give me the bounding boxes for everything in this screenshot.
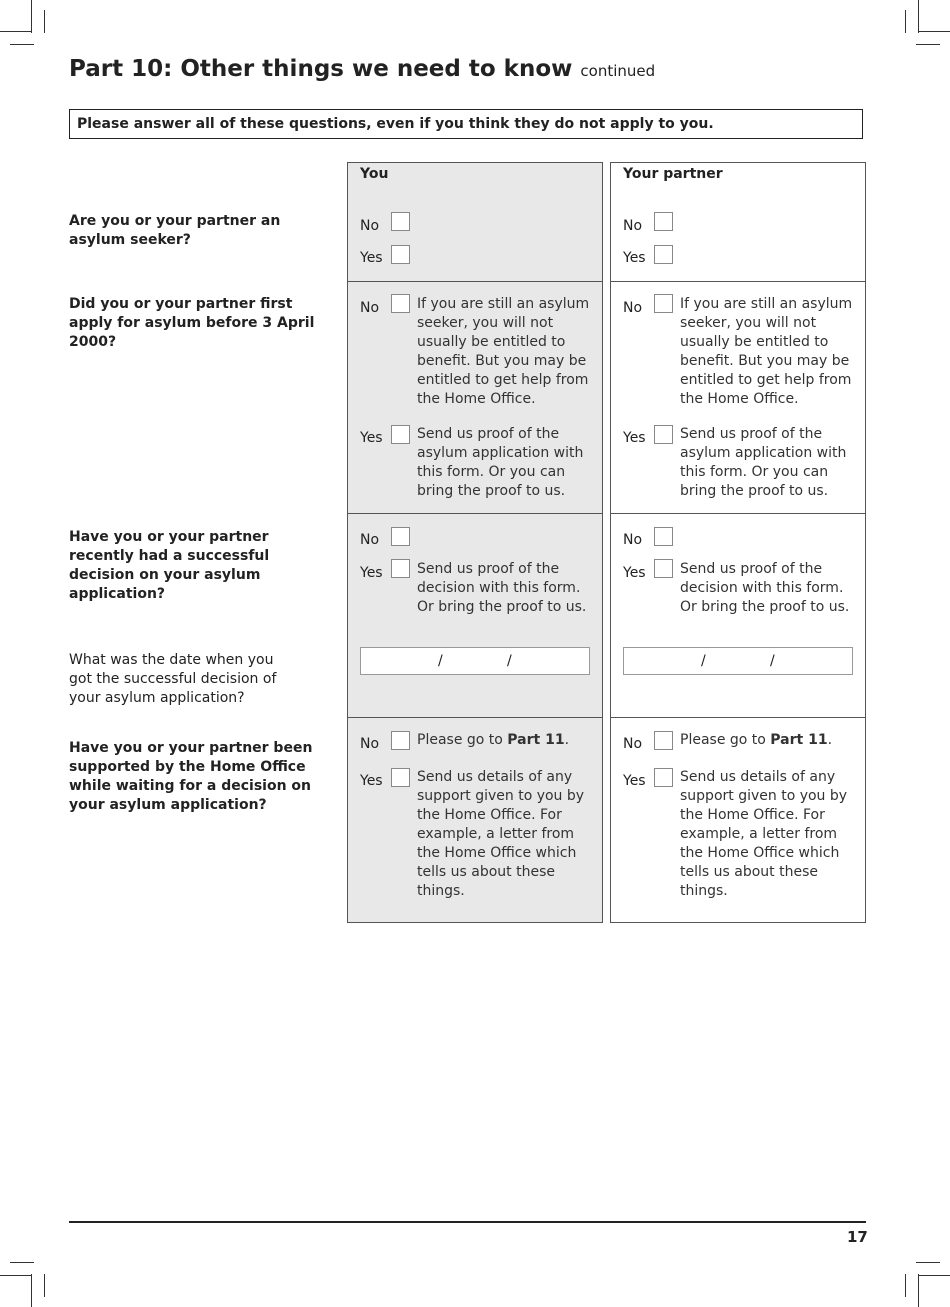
crop-mark (31, 1274, 32, 1307)
partner-q2-yes-note: Send us proof of the asylum application with this form. Or you can bring the proof to us. (680, 426, 847, 499)
partner-q2-no-checkbox[interactable] (654, 294, 673, 313)
you-q4-yes-note: Send us details of any support given to you by the Home Office. For example, a letter from the Home Office which tells us about these things. (417, 769, 585, 899)
partner-q4-yes-checkbox[interactable] (654, 768, 673, 787)
row-divider (347, 281, 603, 282)
label-no: No (623, 532, 643, 548)
label-no: No (360, 736, 380, 752)
you-q3-yes-checkbox[interactable] (391, 559, 410, 578)
crop-mark (31, 0, 32, 33)
column-header-partner: Your partner (623, 166, 723, 182)
you-q3-no-checkbox[interactable] (391, 527, 410, 546)
question-asylum-seeker: Are you or your partner an asylum seeker? (69, 213, 281, 248)
label-no: No (360, 218, 380, 234)
goto-part-link: Part 11 (507, 732, 565, 748)
label-no: No (623, 300, 643, 316)
page-title (69, 56, 655, 82)
label-yes: Yes (360, 430, 383, 446)
you-decision-date-field[interactable] (360, 647, 590, 675)
label-yes: Yes (360, 773, 383, 789)
page-number: 17 (847, 1228, 868, 1246)
partner-q3-yes-checkbox[interactable] (654, 559, 673, 578)
crop-mark (905, 1274, 906, 1297)
goto-part-link: Part 11 (770, 732, 828, 748)
crop-mark (918, 31, 950, 32)
label-no: No (360, 532, 380, 548)
label-yes: Yes (360, 565, 383, 581)
question-home-office-support: Have you or your partner been supported by the Home Office while waiting for a decision on your asylum application? (69, 740, 313, 813)
crop-mark (44, 10, 45, 33)
goto-prefix: Please go to (680, 732, 771, 748)
you-q4-yes-checkbox[interactable] (391, 768, 410, 787)
you-q4-no-note (417, 731, 599, 750)
crop-mark (918, 1274, 919, 1307)
crop-mark (0, 1275, 32, 1276)
crop-mark (918, 1275, 950, 1276)
you-q2-no-checkbox[interactable] (391, 294, 410, 313)
date-separator: / (438, 653, 443, 669)
partner-q2-yes-checkbox[interactable] (654, 425, 673, 444)
you-q2-yes-note: Send us proof of the asylum application with this form. Or you can bring the proof to us. (417, 426, 584, 499)
column-header-you: You (360, 166, 389, 182)
footer-divider (69, 1221, 866, 1223)
goto-suffix: . (564, 732, 570, 748)
goto-prefix: Please go to (417, 732, 508, 748)
partner-q4-no-checkbox[interactable] (654, 731, 673, 750)
partner-q3-yes-note: Send us proof of the decision with this form. Or bring the proof to us. (680, 561, 850, 615)
partner-q3-no-checkbox[interactable] (654, 527, 673, 546)
partner-q2-no-note: If you are still an asylum seeker, you will not usually be entitled to benefit. But you may be entitled to get help from the Home Office. (680, 296, 853, 407)
crop-mark (0, 31, 32, 32)
you-q2-yes-checkbox[interactable] (391, 425, 410, 444)
partner-q4-yes-note: Send us details of any support given to you by the Home Office. For example, a letter from the Home Office which tells us about these things. (680, 769, 848, 899)
date-separator: / (701, 653, 706, 669)
row-divider (610, 513, 866, 514)
row-divider (610, 717, 866, 718)
crop-mark (44, 1274, 45, 1297)
crop-mark (916, 44, 940, 45)
continued-label: continued (580, 62, 656, 80)
you-q1-no-checkbox[interactable] (391, 212, 410, 231)
label-yes: Yes (623, 565, 646, 581)
label-yes: Yes (623, 430, 646, 446)
you-q2-no-note: If you are still an asylum seeker, you will not usually be entitled to benefit. But you may be entitled to get help from the Home Office. (417, 296, 590, 407)
crop-mark (916, 1262, 940, 1263)
partner-q1-yes-checkbox[interactable] (654, 245, 673, 264)
crop-mark (918, 0, 919, 33)
question-decision-date: What was the date when you got the successful decision of your asylum application? (69, 652, 277, 706)
label-no: No (360, 300, 380, 316)
label-yes: Yes (623, 250, 646, 266)
label-yes: Yes (360, 250, 383, 266)
goto-suffix: . (827, 732, 833, 748)
crop-mark (10, 1262, 34, 1263)
partner-decision-date-field[interactable] (623, 647, 853, 675)
partner-q1-no-checkbox[interactable] (654, 212, 673, 231)
question-applied-before-2000: Did you or your partner first apply for asylum before 3 April 2000? (69, 296, 315, 350)
label-no: No (623, 218, 643, 234)
you-q3-yes-note: Send us proof of the decision with this form. Or bring the proof to us. (417, 561, 587, 615)
you-q1-yes-checkbox[interactable] (391, 245, 410, 264)
row-divider (347, 717, 603, 718)
label-yes: Yes (623, 773, 646, 789)
row-divider (347, 513, 603, 514)
date-separator: / (507, 653, 512, 669)
row-divider (610, 281, 866, 282)
date-separator: / (770, 653, 775, 669)
label-no: No (623, 736, 643, 752)
instruction-banner: Please answer all of these questions, even if you think they do not apply to you. (69, 109, 863, 139)
page-title-text: Part 10: Other things we need to know (69, 56, 573, 82)
question-successful-decision: Have you or your partner recently had a successful decision on your asylum application? (69, 529, 270, 602)
crop-mark (905, 10, 906, 33)
you-q4-no-checkbox[interactable] (391, 731, 410, 750)
crop-mark (10, 44, 34, 45)
partner-q4-no-note (680, 731, 862, 750)
